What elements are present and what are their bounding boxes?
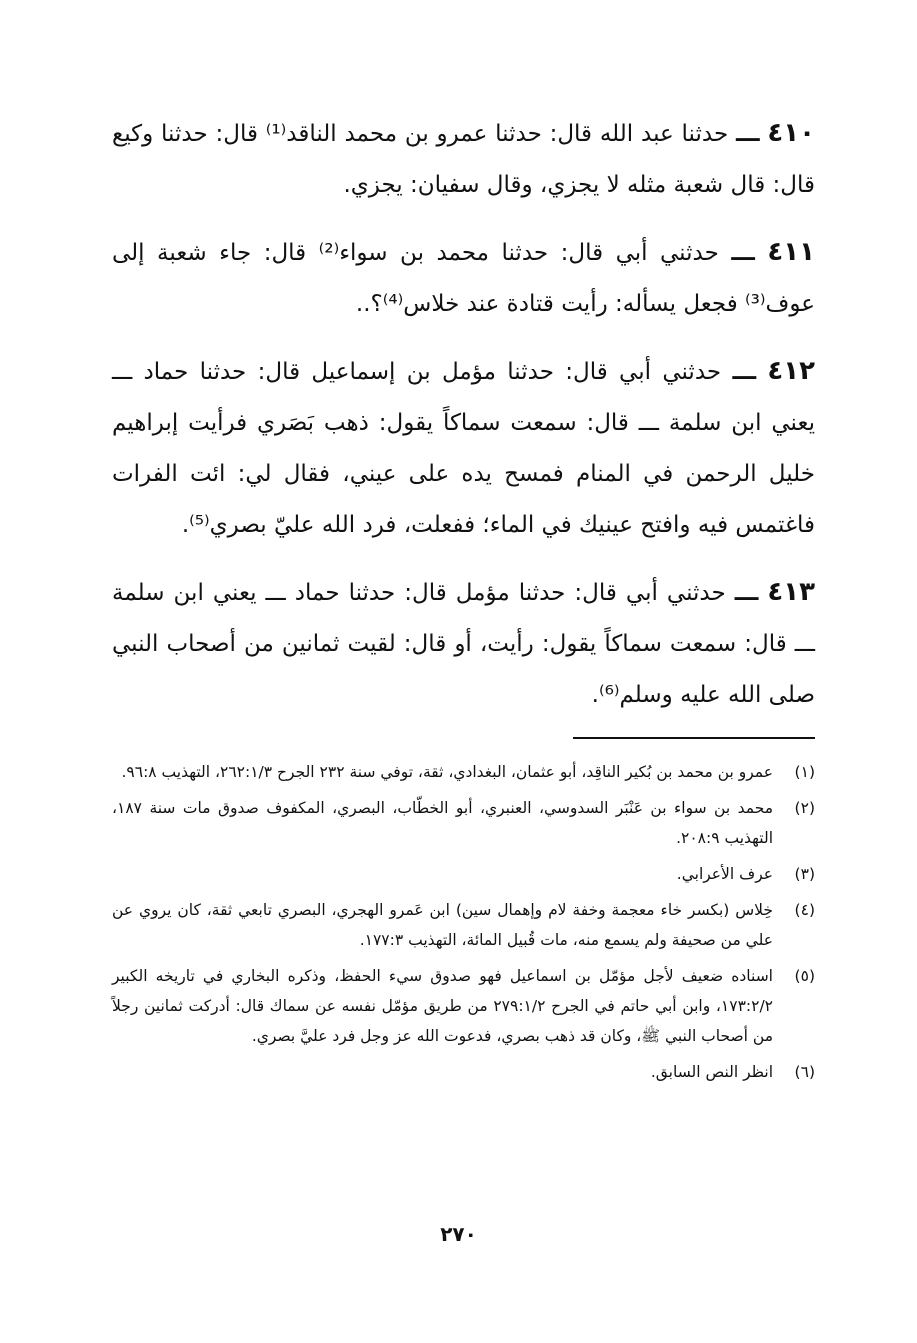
hadith-text: حدثني أبي قال: حدثنا محمد بن سواء⁽²⁾ قال: جاء شعبة إلى عوف⁽³⁾ فجعل يسأله: رأيت قتادة عند خلاس⁽⁴⁾؟..	[112, 240, 815, 317]
footnote-5	[112, 961, 815, 1051]
page-number: ٢٧٠	[440, 1222, 477, 1246]
hadith-number: ٤١٠	[767, 118, 816, 148]
hadith-number: ٤١١	[767, 237, 816, 267]
footnote-2	[112, 793, 815, 853]
footnote-marker: (٦)	[794, 1063, 815, 1081]
hadith-dash: ـــ	[732, 359, 757, 385]
main-text	[112, 108, 815, 721]
footnote-1	[112, 757, 815, 787]
hadith-dash: ـــ	[734, 580, 759, 606]
hadith-411	[112, 227, 815, 330]
hadith-412	[112, 346, 815, 551]
footnote-marker: (١)	[794, 763, 815, 781]
hadith-text: حدثنا عبد الله قال: حدثنا عمرو بن محمد الناقد⁽¹⁾ قال: حدثنا وكيع قال: قال شعبة مثله لا يجزي، وقال سفيان: يجزي.	[112, 121, 815, 198]
footnote-6	[112, 1057, 815, 1087]
footnote-marker: (٢)	[794, 799, 815, 817]
hadith-number: ٤١٣	[767, 577, 816, 607]
footnote-text: عرف الأعرابي.	[676, 865, 773, 883]
footnote-text: اسناده ضعيف لأجل مؤمّل بن اسماعيل فهو صدوق سيء الحفظ، وذكره البخاري في تاريخه الكبير ١٧٣:٢/٢، وابن أبي حاتم في الجرح ٢٧٩:١/٢ من طريق مؤمّل نفسه عن سماك قال: أدركت ثمانين رجلاً من أصحاب النبي ﷺ، وكان قد ذهب بصري، فدعوت الله عز وجل فرد عليَّ بصري.	[112, 967, 773, 1045]
hadith-text: حدثني أبي قال: حدثنا مؤمل قال: حدثنا حماد ـــ يعني ابن سلمة ـــ قال: سمعت سماكاً يقول: رأيت، أو قال: لقيت ثمانين من أصحاب النبي صلى الله عليه وسلم⁽⁶⁾.	[112, 580, 815, 708]
footnote-text: انظر النص السابق.	[650, 1063, 773, 1081]
hadith-number: ٤١٢	[767, 356, 815, 386]
footnote-divider	[573, 737, 815, 739]
footnote-text: خِلاس (بكسر خاء معجمة وخفة لام وإهمال سين) ابن عَمرو الهجري، البصري تابعي ثقة، كان يروي عن علي من صحيفة ولم يسمع منه، مات قُبيل المائة، التهذيب ١٧٧:٣.	[112, 901, 773, 949]
hadith-413	[112, 567, 815, 721]
hadith-dash: ـــ	[736, 121, 760, 147]
footnotes	[112, 757, 815, 1087]
footnote-text: محمد بن سواء بن عَنْبَر السدوسي، العنبري، أبو الخطّاب، البصري، المكفوف صدوق مات سنة ١٨٧، التهذيب ٢٠٨:٩.	[112, 799, 773, 847]
hadith-dash: ـــ	[731, 240, 755, 266]
footnote-marker: (٣)	[794, 865, 815, 883]
hadith-text: حدثني أبي قال: حدثنا مؤمل بن إسماعيل قال: حدثنا حماد ـــ يعني ابن سلمة ـــ قال: سمعت سماكاً يقول: ذهب بَصَري فرأيت إبراهيم خليل الرحمن في المنام فمسح يده على عيني، فقال لي: ائت الفرات فاغتمس فيه وافتح عينيك في الماء؛ ففعلت، فرد الله عليّ بصري⁽⁵⁾.	[112, 359, 815, 538]
hadith-410	[112, 108, 815, 211]
footnote-text: عمرو بن محمد بن بُكير الناقِد، أبو عثمان، البغدادي، ثقة، توفي سنة ٢٣٢ الجرح ٢٦٢:١/٣، التهذيب ٩٦:٨.	[121, 763, 773, 781]
footnote-4	[112, 895, 815, 955]
footnote-marker: (٤)	[794, 901, 815, 919]
footnote-3	[112, 859, 815, 889]
footnote-marker: (٥)	[794, 967, 815, 985]
